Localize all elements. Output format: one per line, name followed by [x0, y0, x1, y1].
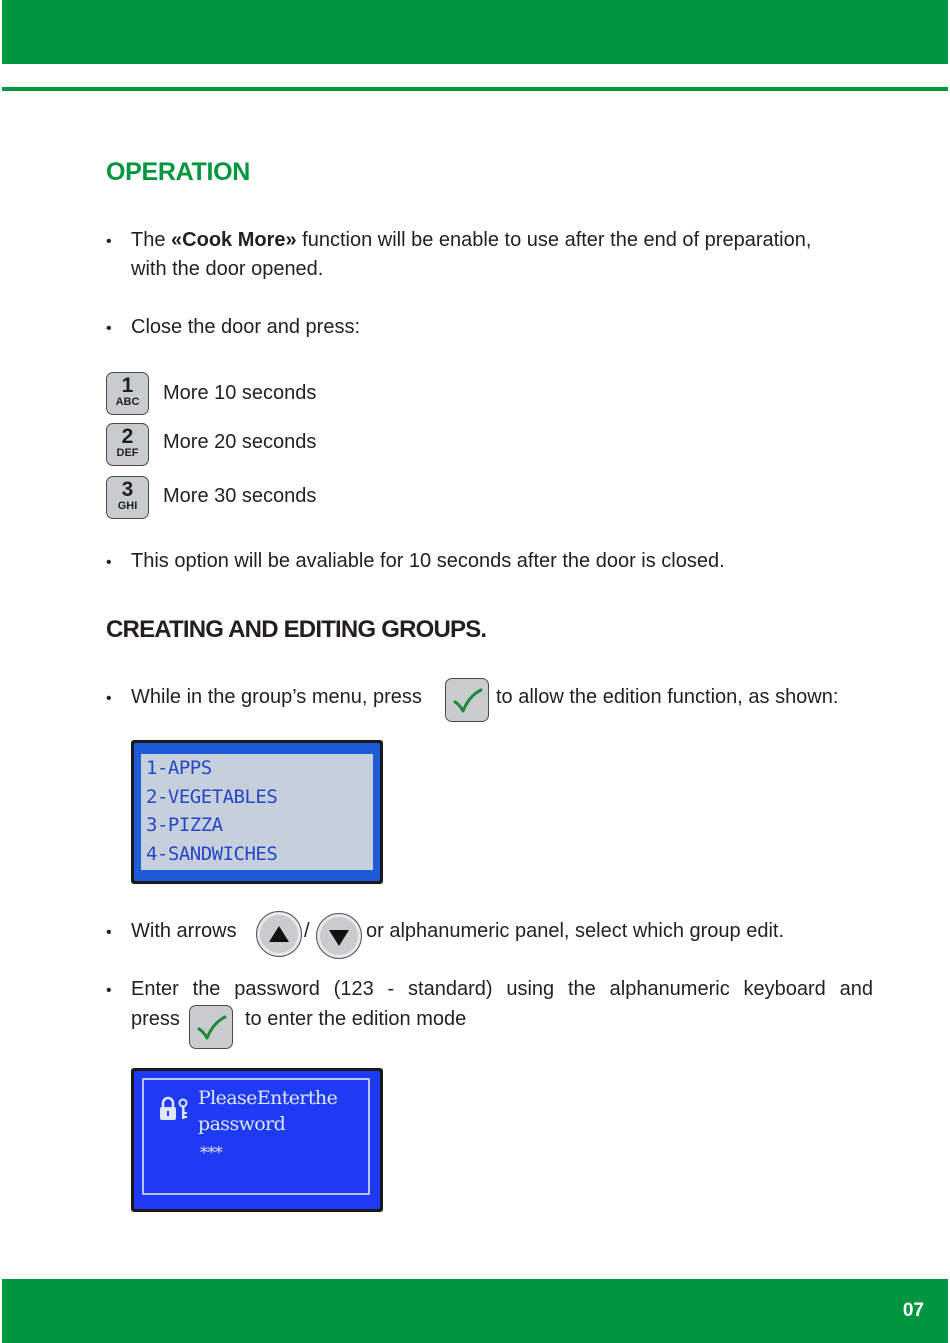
groups-bullet-2-post: or alphanumeric panel, select which group edit. — [366, 920, 785, 942]
key-1-label: More 10 seconds — [163, 382, 317, 404]
lcd-menu-item-2: 2-VEGETABLES — [146, 786, 278, 808]
lcd-password-mask: *** — [200, 1143, 223, 1162]
bullet-dot: • — [106, 233, 112, 250]
cook-more-term: «Cook More» — [171, 229, 297, 251]
groups-bullet-3-post: to enter the edition mode — [245, 1008, 467, 1030]
bullet-dot: • — [106, 690, 112, 707]
lcd-menu-item-4: 4-SANDWICHES — [146, 843, 278, 865]
key-3-button[interactable]: 3 GHI — [106, 476, 149, 519]
lcd-menu-item-3: 3-PIZZA — [146, 814, 223, 836]
header-band — [2, 0, 948, 64]
confirm-button[interactable] — [189, 1005, 233, 1049]
bullet-dot: • — [106, 982, 112, 999]
arrow-up-button[interactable] — [256, 911, 302, 957]
bullet-dot: • — [106, 554, 112, 571]
lcd-password-line-1: PleaseEnterthe — [198, 1087, 338, 1109]
operation-bullet-1: The «Cook More» function will be enable to use after the end of preparation, — [131, 229, 812, 251]
key-1-button[interactable]: 1 ABC — [106, 372, 149, 415]
section-title-groups: CREATING AND EDITING GROUPS. — [106, 616, 487, 643]
lock-icon — [158, 1096, 190, 1122]
lcd-menu-item-1: 1-APPS — [146, 757, 212, 779]
header-rule — [2, 87, 948, 91]
check-icon — [453, 688, 483, 714]
arrow-down-icon — [328, 926, 350, 946]
operation-bullet-1-line2: with the door opened. — [131, 258, 324, 280]
arrow-down-button[interactable] — [316, 913, 362, 959]
check-icon — [197, 1015, 227, 1041]
footer-band — [2, 1279, 948, 1343]
groups-bullet-3-press: press — [131, 1008, 180, 1030]
key-2-button[interactable]: 2 DEF — [106, 423, 149, 466]
bullet-dot: • — [106, 320, 112, 337]
groups-bullet-1-pre: While in the group’s menu, press — [131, 686, 422, 708]
page-number: 07 — [902, 1300, 924, 1321]
lcd-password-line-2: password — [198, 1113, 286, 1135]
arrow-up-icon — [268, 924, 290, 944]
key-3-label: More 30 seconds — [163, 485, 317, 507]
operation-bullet-3: This option will be avaliable for 10 seconds after the door is closed. — [131, 550, 725, 572]
section-title-operation: OPERATION — [106, 158, 251, 186]
confirm-button[interactable] — [445, 678, 489, 722]
groups-bullet-1-post: to allow the edition function, as shown: — [496, 686, 839, 708]
bullet-dot: • — [106, 924, 112, 941]
key-2-label: More 20 seconds — [163, 431, 317, 453]
arrow-separator: / — [304, 920, 310, 942]
groups-bullet-3-line1: Enter the password (123 - standard) using the alphanumeric keyboard and — [131, 978, 873, 1000]
groups-bullet-2-pre: With arrows — [131, 920, 237, 942]
operation-bullet-2: Close the door and press: — [131, 316, 361, 338]
